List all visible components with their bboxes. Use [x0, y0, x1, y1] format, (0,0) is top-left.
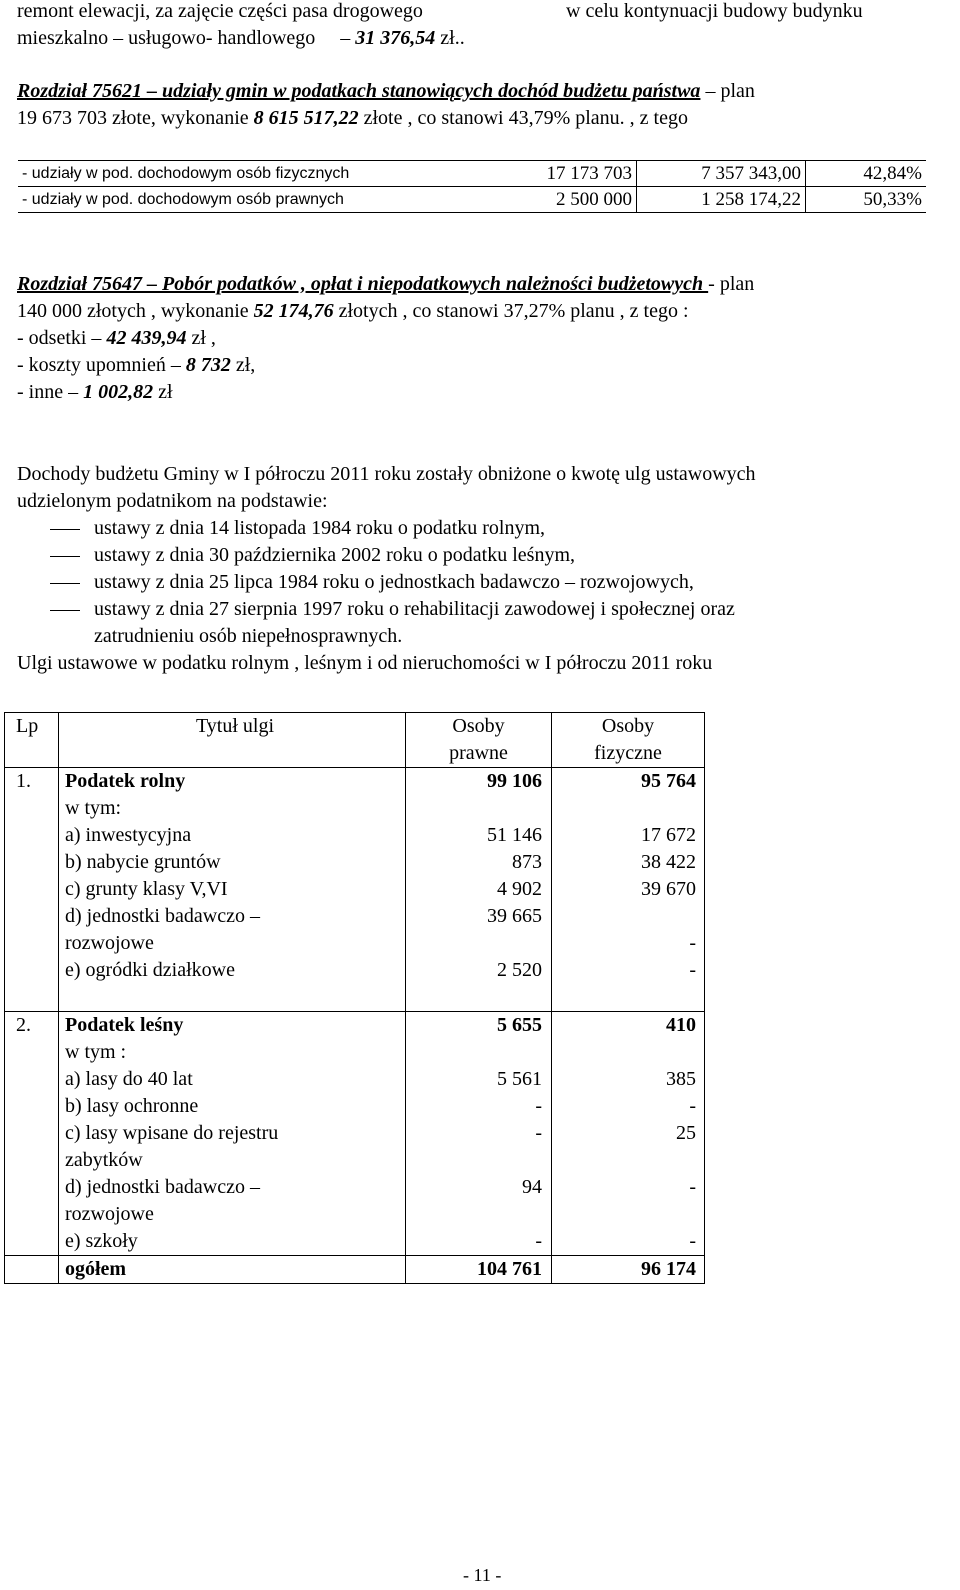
table-header-row	[5, 713, 705, 768]
page-number: - 11 -	[463, 1565, 502, 1585]
line-label: b) lasy ochronne	[65, 1095, 199, 1117]
rozdzial-75647-heading: Rozdział 75647 – Pobór podatków , opłat i niepodatkowych należności budżetowych	[17, 273, 709, 295]
line-prawne: 873	[512, 851, 542, 873]
row-prawne-cell	[406, 768, 552, 1012]
line-fizyczne	[552, 903, 696, 930]
line-fizyczne: -	[689, 932, 696, 954]
item-prefix: - odsetki –	[17, 327, 107, 349]
line-prawne: 2 520	[497, 959, 542, 981]
list-item	[17, 352, 255, 379]
line-label: d) jednostki badawczo –	[65, 905, 260, 927]
list-item	[17, 379, 173, 406]
table-row	[5, 1012, 705, 1256]
line-fizyczne	[552, 795, 696, 822]
line-prawne: -	[535, 1095, 542, 1117]
table-row	[5, 768, 705, 1012]
row-fizyczne-cell	[552, 1012, 705, 1256]
rozdzial-75621-heading-line	[17, 78, 755, 105]
header-tytul: Tytuł ulgi	[59, 713, 406, 768]
total-lp	[5, 1256, 59, 1284]
udzialy-table	[18, 160, 926, 213]
line-label: rozwojowe	[65, 1203, 154, 1225]
total-label: ogółem	[59, 1256, 406, 1284]
header-text: fizyczne	[594, 742, 662, 764]
header-osoby-prawne	[406, 713, 552, 768]
line-prawne: -	[535, 1122, 542, 1144]
relief-table-title: Ulgi ustawowe w podatku rolnym , leśnym i od nieruchomości w I półroczu 2011 roku	[17, 652, 713, 674]
rozdzial-75621-plan-line	[17, 105, 688, 132]
row-lp: 2.	[5, 1012, 59, 1256]
rozdzial-75647-plan-prefix: 140 000 złotych , wykonanie	[17, 300, 254, 322]
section-title: Podatek leśny	[65, 1014, 184, 1036]
section-title: Podatek rolny	[65, 770, 186, 792]
section-prawne: 5 655	[497, 1014, 542, 1036]
item-suffix: zł,	[230, 354, 256, 376]
dash-bullet-icon	[50, 610, 80, 611]
rozdzial-75621-heading: Rozdział 75621 – udziały gmin w podatkach stanowiących dochód budżetu państwa	[17, 80, 701, 102]
total-prawne: 104 761	[406, 1256, 552, 1284]
intro-amount: 31 376,54	[355, 27, 436, 49]
line-fizyczne: 17 672	[641, 824, 696, 846]
intro-line-2-prefix: mieszkalno – usługowo- handlowego	[17, 27, 316, 49]
line-fizyczne: 25	[676, 1122, 696, 1144]
row-plan: 2 500 000	[502, 187, 637, 213]
rozdzial-75621-plan-prefix: 19 673 703 złote, wykonanie	[17, 107, 254, 129]
line-prawne: 4 902	[497, 878, 542, 900]
rozdzial-75621-after-heading: – plan	[700, 80, 755, 102]
intro-line-1-left: remont elewacji, za zajęcie części pasa drogowego	[17, 0, 423, 22]
row-procent: 50,33%	[863, 188, 922, 210]
dash-bullet-icon	[50, 529, 80, 530]
rozdzial-75647-amount: 52 174,76	[253, 300, 334, 322]
total-fizyczne: 96 174	[552, 1256, 705, 1284]
rozdzial-75647-heading-line	[17, 271, 754, 298]
header-lp: Lp	[5, 713, 59, 768]
line-label: d) jednostki badawczo –	[65, 1176, 260, 1198]
ulgi-line-1: Dochody budżetu Gminy w I półroczu 2011 roku zostały obniżone o kwotę ulg ustawowych	[17, 463, 756, 485]
list-item: ustawy z dnia 30 października 2002 roku o podatku leśnym,	[94, 544, 575, 566]
line-prawne: 51 146	[487, 824, 542, 846]
row-title-cell	[59, 768, 406, 1012]
row-procent: 42,84%	[863, 162, 922, 184]
line-prawne: -	[535, 1230, 542, 1252]
line-fizyczne: 38 422	[641, 851, 696, 873]
header-text: prawne	[449, 742, 508, 764]
row-fizyczne-cell	[552, 768, 705, 1012]
intro-line-1-right: w celu kontynuacji budowy budynku	[566, 0, 863, 22]
rozdzial-75621-plan-suffix: złote , co stanowi 43,79% planu. , z tego	[358, 107, 688, 129]
row-label: - udziały w pod. dochodowym osób fizycznych	[22, 164, 350, 182]
line-fizyczne: -	[689, 1095, 696, 1117]
section-prawne: 99 106	[487, 770, 542, 792]
item-amount: 42 439,94	[106, 327, 187, 349]
ulgi-line-2: udzielonym podatnikom na podstawie:	[17, 490, 328, 512]
line-fizyczne: -	[689, 959, 696, 981]
line-prawne	[406, 930, 542, 957]
header-osoby-fizyczne	[552, 713, 705, 768]
line-fizyczne	[552, 1039, 696, 1066]
item-prefix: - inne –	[17, 381, 84, 403]
list-item-continuation: zatrudnieniu osób niepełnosprawnych.	[94, 625, 403, 647]
line-label: c) lasy wpisane do rejestru	[65, 1122, 279, 1144]
line-fizyczne	[552, 1147, 696, 1174]
dash-bullet-icon	[50, 556, 80, 557]
line-fizyczne: 39 670	[641, 878, 696, 900]
dash-bullet-icon	[50, 583, 80, 584]
section-fizyczne: 95 764	[641, 770, 696, 792]
line-prawne	[406, 1201, 542, 1228]
line-label: a) inwestycyjna	[65, 824, 192, 846]
table-row	[18, 187, 926, 213]
line-label: e) ogródki działkowe	[65, 959, 235, 981]
rozdzial-75621-amount: 8 615 517,22	[253, 107, 359, 129]
line-prawne	[406, 1147, 542, 1174]
line-label: w tym:	[65, 797, 122, 819]
line-label: e) szkoły	[65, 1230, 138, 1252]
line-prawne: 5 561	[497, 1068, 542, 1090]
row-prawne-cell	[406, 1012, 552, 1256]
row-plan: 17 173 703	[502, 161, 637, 187]
item-prefix: - koszty upomnień –	[17, 354, 186, 376]
list-item: ustawy z dnia 14 listopada 1984 roku o podatku rolnym,	[94, 517, 546, 539]
intro-line-2-suffix: zł..	[435, 27, 465, 49]
line-fizyczne: 385	[666, 1068, 696, 1090]
list-item: ustawy z dnia 27 sierpnia 1997 roku o rehabilitacji zawodowej i społecznej oraz	[94, 598, 735, 620]
rozdzial-75647-plan-line	[17, 298, 689, 325]
row-lp: 1.	[5, 768, 59, 1012]
item-suffix: zł ,	[186, 327, 216, 349]
list-item	[17, 325, 216, 352]
relief-table	[4, 712, 705, 1284]
item-suffix: zł	[153, 381, 173, 403]
row-wykonanie: 7 357 343,00	[637, 161, 806, 187]
line-label: rozwojowe	[65, 932, 154, 954]
line-prawne	[406, 795, 542, 822]
line-label: b) nabycie gruntów	[65, 851, 221, 873]
header-text: Osoby	[452, 715, 505, 737]
line-label: a) lasy do 40 lat	[65, 1068, 193, 1090]
line-prawne: 94	[522, 1176, 542, 1198]
table-row	[18, 161, 926, 187]
line-fizyczne: -	[689, 1230, 696, 1252]
line-fizyczne	[552, 1201, 696, 1228]
line-prawne: 39 665	[487, 905, 542, 927]
row-wykonanie: 1 258 174,22	[637, 187, 806, 213]
line-label: w tym :	[65, 1041, 127, 1063]
item-amount: 8 732	[185, 354, 231, 376]
row-title-cell	[59, 1012, 406, 1256]
table-total-row	[5, 1256, 705, 1284]
rozdzial-75647-plan-suffix: złotych , co stanowi 37,27% planu , z tego :	[333, 300, 689, 322]
header-text: Osoby	[601, 715, 655, 737]
row-label: - udziały w pod. dochodowym osób prawnych	[22, 190, 344, 208]
intro-line-2: mieszkalno – usługowo- handlowego – 31 376,54 zł..	[17, 27, 465, 49]
line-fizyczne: -	[689, 1176, 696, 1198]
item-amount: 1 002,82	[83, 381, 154, 403]
line-label: zabytków	[65, 1149, 143, 1171]
section-fizyczne: 410	[666, 1014, 696, 1036]
line-prawne	[406, 1039, 542, 1066]
list-item: ustawy z dnia 25 lipca 1984 roku o jednostkach badawczo – rozwojowych,	[94, 571, 694, 593]
line-label: c) grunty klasy V,VI	[65, 878, 228, 900]
rozdzial-75647-after-heading: - plan	[708, 273, 755, 295]
